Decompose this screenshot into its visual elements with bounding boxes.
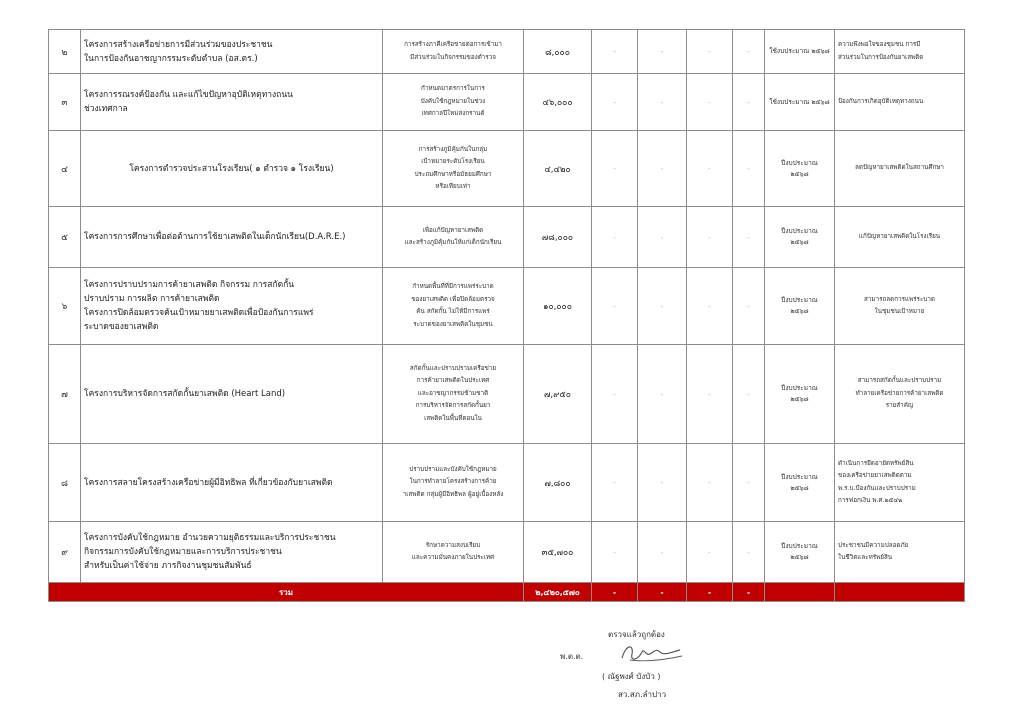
row-number: ๗ bbox=[49, 345, 81, 444]
total-source bbox=[765, 583, 835, 602]
row-number: ๒ bbox=[49, 30, 81, 74]
quarter-2: - bbox=[638, 268, 687, 345]
row-number: ๖ bbox=[49, 268, 81, 345]
expected-result: ลดปัญหายาเสพติดในสถานศึกษา bbox=[835, 131, 965, 207]
row-number: ๘ bbox=[49, 444, 81, 522]
quarter-2: - bbox=[638, 131, 687, 207]
project-activity: ปราบปรามและบังคับใช้กฎหมาย ในการทำลายโครงสร้างการค้าย าเสพติด กลุ่มผู้มีอิทธิพล ผู้อยู่เบื้องหลัง bbox=[383, 444, 524, 522]
quarter-4: - bbox=[733, 131, 765, 207]
budget-amount: ๔๖,๐๐๐ bbox=[524, 74, 592, 131]
project-activity: การสร้างภูมิคุ้มกันในกลุ่ม เป้าหมายระดับโรงเรียน ประถมศึกษาหรือมัธยมศึกษา หรือเทียบเท่า bbox=[383, 131, 524, 207]
officer-name: ( ณัฐพงศ์ บังบัว ) bbox=[602, 672, 661, 681]
verified-label: ตรวจแล้วถูกต้อง bbox=[608, 630, 665, 639]
row-number: ๓ bbox=[49, 74, 81, 131]
quarter-2: - bbox=[638, 30, 687, 74]
project-activity: การสร้างภาคีเครือข่ายต่อการเข้ามา มีส่วนร่วมในกิจกรรมของตำรวจ bbox=[383, 30, 524, 74]
budget-source: ปีงบประมาณ ๒๕๖๘ bbox=[765, 131, 835, 207]
total-quarter-1: - bbox=[592, 583, 638, 602]
table-row bbox=[49, 268, 965, 345]
table-row bbox=[49, 131, 965, 207]
total-quarter-4: - bbox=[733, 583, 765, 602]
project-name: โครงการบังคับใช้กฎหมาย อำนวยความยุติธรรมและบริการประชาชน กิจกรรมการบังคับใช้กฎหมายและการบริการประชาชน สำหรับเป็นค่าใช้จ่าย ภารกิจงานชุมชนสัมพันธ์ bbox=[81, 522, 383, 583]
quarter-4: - bbox=[733, 268, 765, 345]
project-activity: กำหนดพื้นที่ที่มีการแพร่ระบาด ของยาเสพติด เพื่อปิดล้อมตรวจ ค้น สกัดกั้น ไม่ให้มีการแพร่ ระบาดของยาเสพติดในชุมชน bbox=[383, 268, 524, 345]
quarter-1: - bbox=[592, 207, 638, 268]
expected-result: สามารถสกัดกั้นและปราบปราม ทำลายเครือข่ายการค้ายาเสพติด รายสำคัญ bbox=[835, 345, 965, 444]
budget-amount: ๘,๐๐๐ bbox=[524, 30, 592, 74]
budget-source: ใช้งบประมาณ ๒๕๖๘ bbox=[765, 30, 835, 74]
budget-amount: ๓๕,๗๐๐ bbox=[524, 522, 592, 583]
officer-rank: พ.ต.ต. bbox=[560, 652, 584, 661]
project-activity: สกัดกั้นและปราบปรามเครือข่าย การค้ายาเสพติดในประเทศ และอาชญากรรมข้ามชาติ การบริหารจัดการสกัดกั้นยา เสพติดในพื้นที่ตอนใน bbox=[383, 345, 524, 444]
budget-amount: ๗,๙๕๐ bbox=[524, 345, 592, 444]
row-number: ๙ bbox=[49, 522, 81, 583]
signature-mark bbox=[616, 640, 686, 666]
table-row bbox=[49, 345, 965, 444]
table-row bbox=[49, 30, 965, 74]
total-quarter-2: - bbox=[638, 583, 687, 602]
budget-source: ปีงบประมาณ ๒๕๖๘ bbox=[765, 268, 835, 345]
quarter-3: - bbox=[687, 345, 733, 444]
row-number: ๕ bbox=[49, 207, 81, 268]
total-result bbox=[835, 583, 965, 602]
quarter-1: - bbox=[592, 131, 638, 207]
expected-result: ประชาชนมีความปลอดภัย ในชีวิตและทรัพย์สิน bbox=[835, 522, 965, 583]
project-plan-table bbox=[48, 29, 965, 602]
quarter-2: - bbox=[638, 522, 687, 583]
quarter-4: - bbox=[733, 30, 765, 74]
project-name: โครงการสร้างเครือข่ายการมีส่วนร่วมของประชาชน ในการป้องกันอาชญากรรมระดับตำบล (อส.ตร.) bbox=[81, 30, 383, 74]
quarter-4: - bbox=[733, 207, 765, 268]
quarter-2: - bbox=[638, 345, 687, 444]
project-activity: เพื่อแก้ปัญหายาเสพติด และสร้างภูมิคุ้มกันให้แก่เด็กนักเรียน bbox=[383, 207, 524, 268]
budget-source: ปีงบประมาณ ๒๕๖๘ bbox=[765, 345, 835, 444]
table-row bbox=[49, 74, 965, 131]
quarter-3: - bbox=[687, 131, 733, 207]
total-label: รวม bbox=[49, 583, 524, 602]
quarter-1: - bbox=[592, 345, 638, 444]
quarter-2: - bbox=[638, 207, 687, 268]
budget-source: ปีงบประมาณ ๒๕๖๘ bbox=[765, 444, 835, 522]
budget-source: ใช้งบประมาณ ๒๕๖๘ bbox=[765, 74, 835, 131]
table-row bbox=[49, 207, 965, 268]
quarter-3: - bbox=[687, 30, 733, 74]
quarter-4: - bbox=[733, 74, 765, 131]
budget-amount: ๗๘,๐๐๐ bbox=[524, 207, 592, 268]
expected-result: ดำเนินการยึดอายัดทรัพย์สิน ของเครือข่ายยาเสพติดตาม พ.ร.บ.ป้องกันและปราบปราม การฟอกเงิน พ.ศ.๒๕๔๒ bbox=[835, 444, 965, 522]
quarter-4: - bbox=[733, 345, 765, 444]
quarter-1: - bbox=[592, 74, 638, 131]
budget-source: ปีงบประมาณ ๒๕๖๘ bbox=[765, 207, 835, 268]
quarter-3: - bbox=[687, 74, 733, 131]
project-activity: กำหนดมาตรการในการ บังคับใช้กฎหมายในช่วง เทศกาลปีใหม่สงกรานต์ bbox=[383, 74, 524, 131]
table-row bbox=[49, 522, 965, 583]
row-number: ๔ bbox=[49, 131, 81, 207]
quarter-1: - bbox=[592, 268, 638, 345]
quarter-2: - bbox=[638, 444, 687, 522]
project-name: โครงการรณรงค์ป้องกัน และแก้ไขปัญหาอุบัติเหตุทางถนน ช่วงเทศกาล bbox=[81, 74, 383, 131]
expected-result: ความพึงพอใจของชุมชน การมี ส่วนร่วมในการป้องกันยาเสพติด bbox=[835, 30, 965, 74]
budget-source: ปีงบประมาณ ๒๕๖๘ bbox=[765, 522, 835, 583]
quarter-4: - bbox=[733, 522, 765, 583]
quarter-3: - bbox=[687, 268, 733, 345]
quarter-1: - bbox=[592, 444, 638, 522]
project-activity: รักษาความสงบเรียบ และความมั่นคงภายในประเทศ bbox=[383, 522, 524, 583]
quarter-2: - bbox=[638, 74, 687, 131]
budget-amount: ๗,๘๐๐ bbox=[524, 444, 592, 522]
total-amount: ๒,๔๒๐,๕๗๐ bbox=[524, 583, 592, 602]
project-name: โครงการการศึกษาเพื่อต่อต้านการใช้ยาเสพติดในเด็กนักเรียน(D.A.R.E.) bbox=[81, 207, 383, 268]
quarter-3: - bbox=[687, 207, 733, 268]
total-quarter-3: - bbox=[687, 583, 733, 602]
expected-result: สามารถลดการแพร่ระบาด ในชุมชนเป้าหมาย bbox=[835, 268, 965, 345]
project-name: โครงการบริหารจัดการสกัดกั้นยาเสพติด (Heart Land) bbox=[81, 345, 383, 444]
quarter-3: - bbox=[687, 444, 733, 522]
budget-amount: ๑๐,๐๐๐ bbox=[524, 268, 592, 345]
project-name: โครงการตำรวจประสานโรงเรียน( ๑ ตำรวจ ๑ โรงเรียน) bbox=[81, 131, 383, 207]
expected-result: แก้ปัญหายาเสพติดในโรงเรียน bbox=[835, 207, 965, 268]
table-row bbox=[49, 444, 965, 522]
budget-amount: ๔,๔๒๐ bbox=[524, 131, 592, 207]
officer-office: สว.สภ.ลำปาว bbox=[618, 690, 667, 699]
project-name: โครงการสลายโครงสร้างเครือข่ายผู้มีอิทธิพล ที่เกี่ยวข้องกับยาเสพติด bbox=[81, 444, 383, 522]
expected-result: ป้องกันการเกิดอุบัติเหตุทางถนน bbox=[835, 74, 965, 131]
quarter-4: - bbox=[733, 444, 765, 522]
quarter-3: - bbox=[687, 522, 733, 583]
quarter-1: - bbox=[592, 30, 638, 74]
total-row bbox=[49, 583, 965, 602]
project-name: โครงการปราบปรามการค้ายาเสพติด กิจกรรม การสกัดกั้น ปราบปราม การผลิต การค้ายาเสพติด โครงการปิดล้อมตรวจค้นเป้าหมายยาเสพติดเพื่อป้องกันการแพร่ ระบาดของยาเสพติด bbox=[81, 268, 383, 345]
quarter-1: - bbox=[592, 522, 638, 583]
